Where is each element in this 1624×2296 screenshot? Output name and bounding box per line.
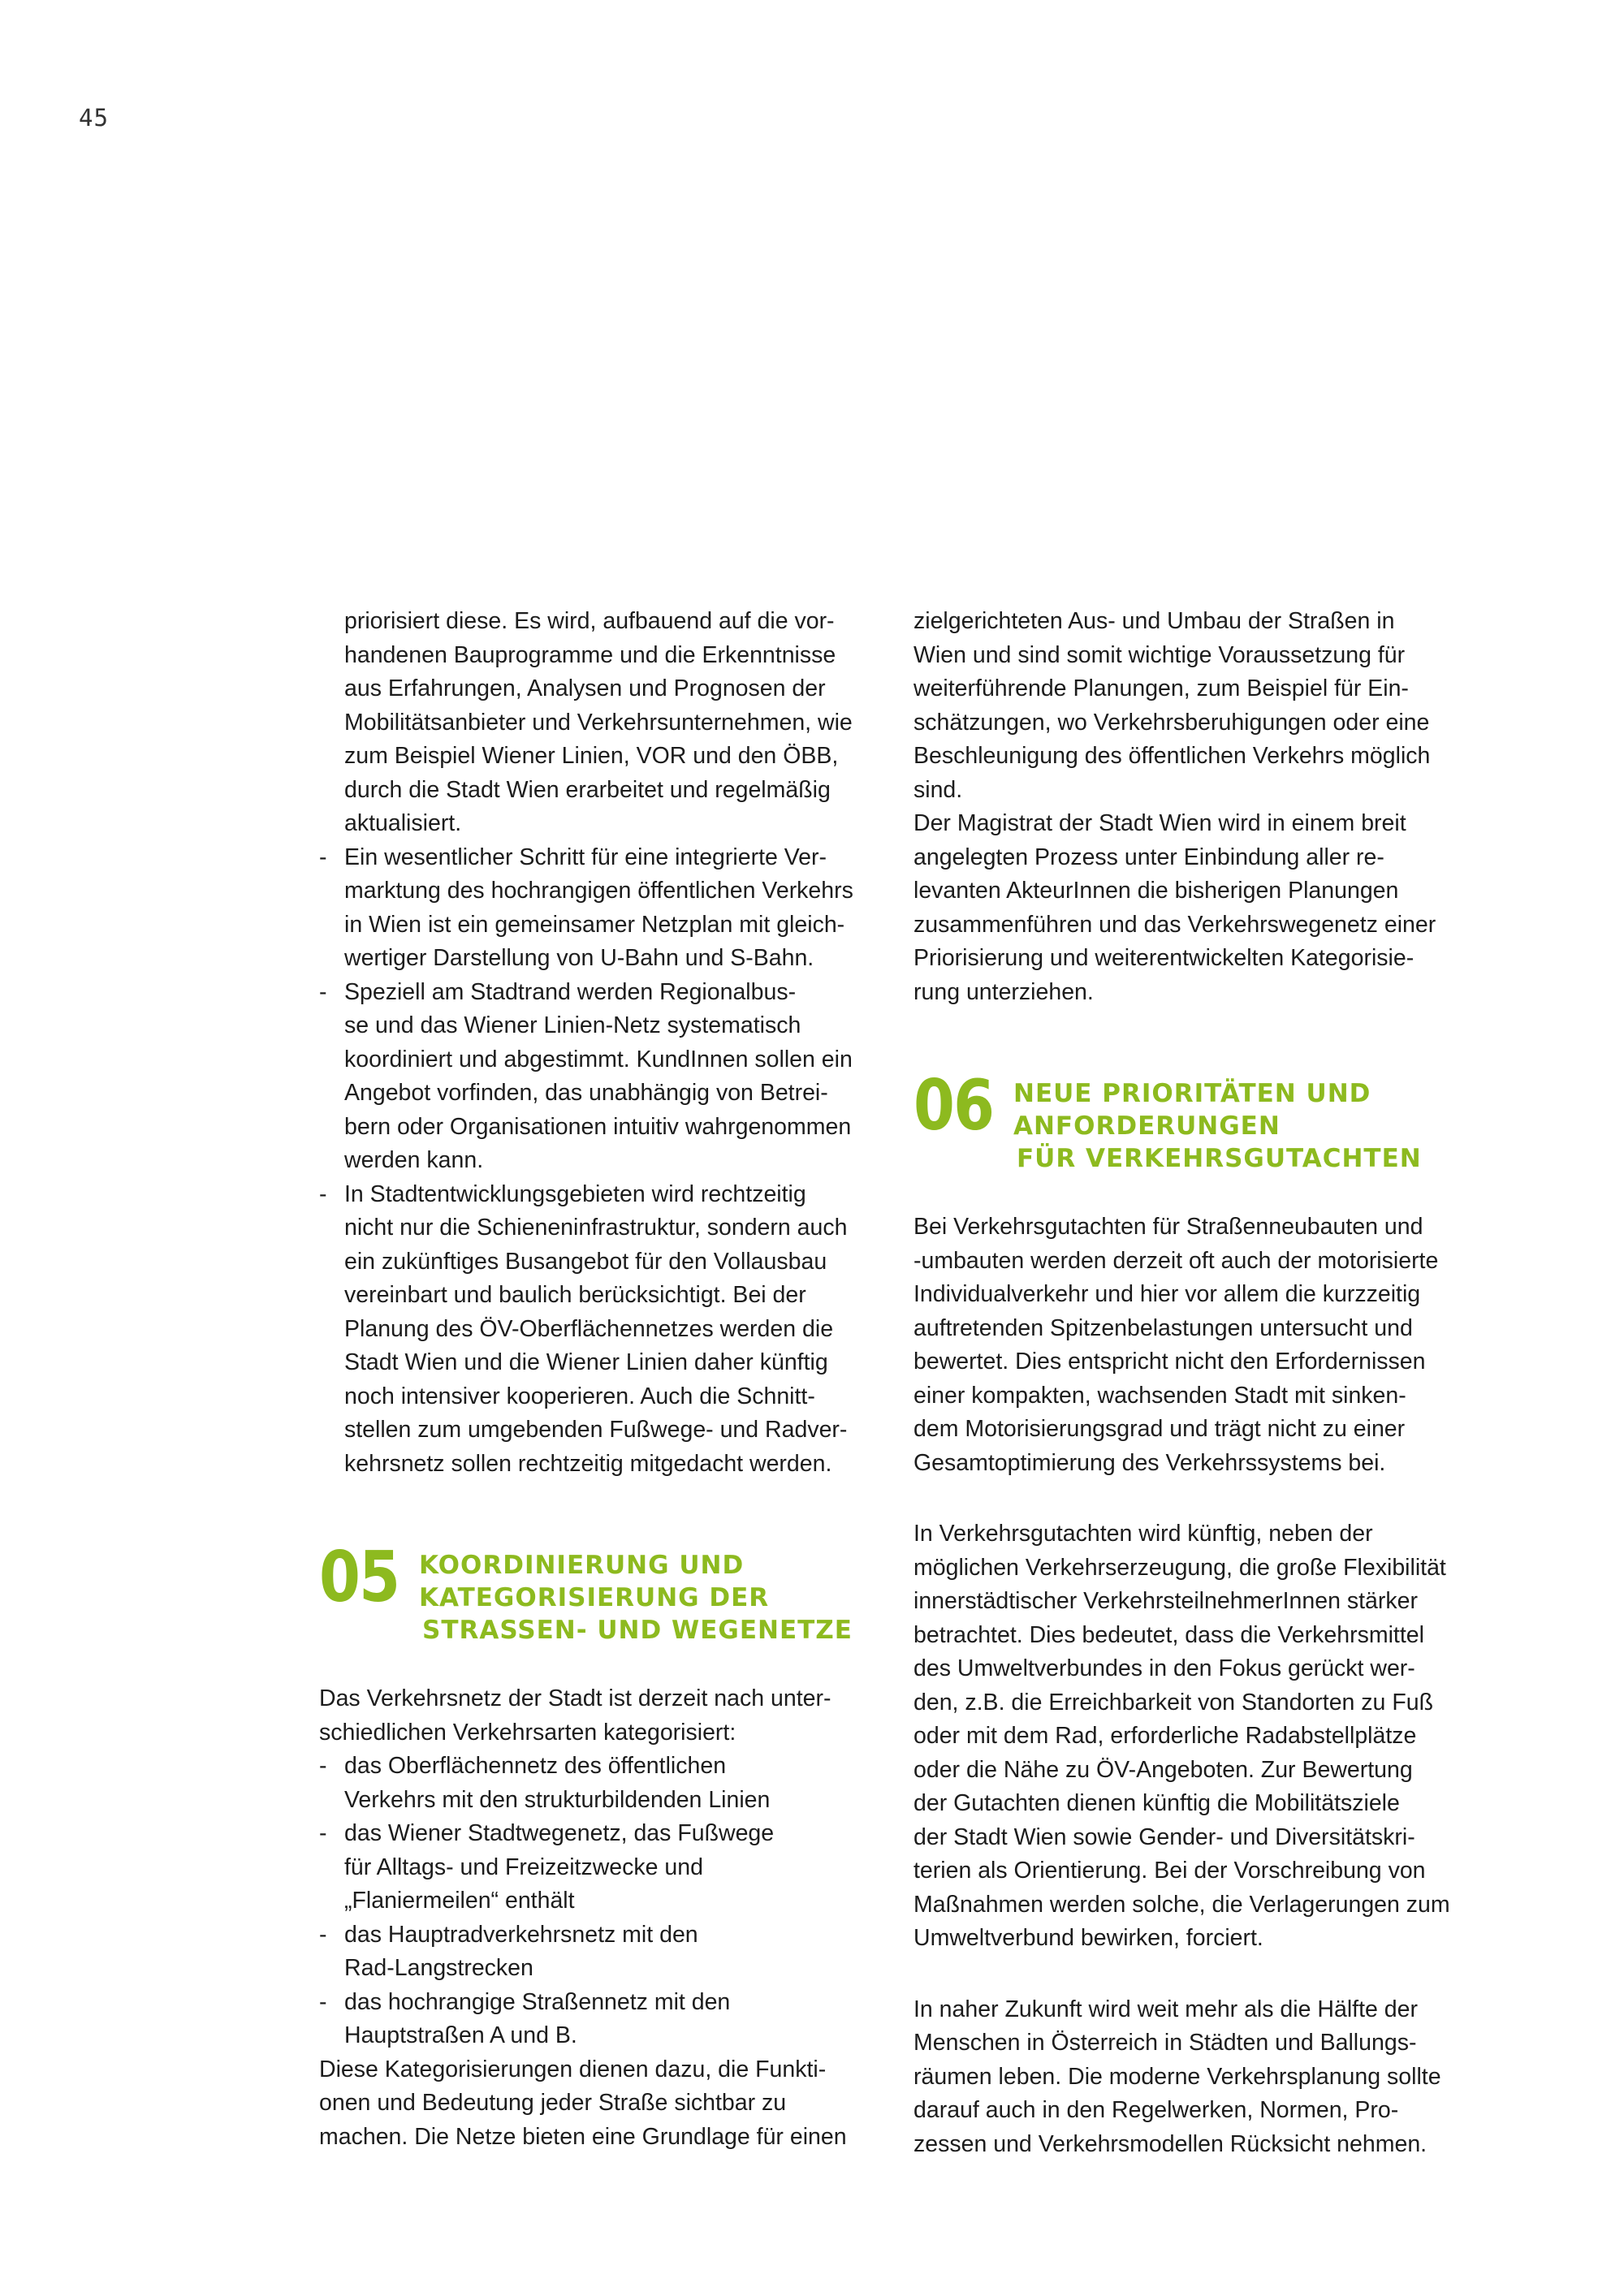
text-line: ein zukünftiges Busangebot für den Vollausbau: [344, 1248, 827, 1275]
text-line: bewertet. Dies entspricht nicht den Erfordernissen: [914, 1349, 1426, 1375]
list-item: [319, 1178, 888, 1482]
section-number-06: 06: [914, 1065, 994, 1146]
text-line: handenen Bauprogramme und die Erkenntnisse: [344, 641, 836, 668]
text-line: Gesamtoptimierung des Verkehrssystems bei.: [914, 1449, 1386, 1476]
text-line: schätzungen, wo Verkehrsberuhigungen oder eine: [914, 709, 1430, 736]
text-line: stellen zum umgebenden Fußwege- und Radver-: [344, 1417, 848, 1443]
text-line: In Verkehrsgutachten wird künftig, neben der: [914, 1521, 1373, 1547]
list-item: [319, 1817, 888, 1918]
text-line: das Oberflächennetz des öffentlichen: [344, 1753, 727, 1779]
text-line: zessen und Verkehrsmodellen Rücksicht nehmen.: [914, 2130, 1427, 2157]
text-line: Stadt Wien und die Wiener Linien daher künftig: [344, 1349, 828, 1375]
section-title-line: STRASSEN- UND WEGENETZE: [422, 1616, 853, 1645]
text-line: Individualverkehr und hier vor allem die kurzzeitig: [914, 1281, 1421, 1307]
page-number: 45: [79, 104, 109, 132]
text-line: koordiniert und abgestimmt. KundInnen sollen ein: [344, 1046, 853, 1072]
list-item: [319, 841, 888, 976]
text-line: des Umweltverbundes in den Fokus gerückt wer-: [914, 1655, 1415, 1681]
section-title-05: [419, 1546, 853, 1646]
bullet-list-networks: [319, 1750, 888, 2053]
list-item: [319, 976, 888, 1178]
section-06-paragraph-3: [914, 1993, 1482, 2162]
text-line: machen. Die Netze bieten eine Grundlage für einen: [319, 2123, 847, 2150]
text-line: In naher Zukunft wird weit mehr als die Hälfte der: [914, 1996, 1418, 2022]
text-line: Bei Verkehrsgutachten für Straßenneubauten und: [914, 1214, 1423, 1240]
text-line: zielgerichteten Aus- und Umbau der Straßen in: [914, 608, 1395, 634]
bullet-list-measures: [319, 841, 888, 1482]
text-line: den, z.B. die Erreichbarkeit von Standorten zu Fuß: [914, 1689, 1433, 1716]
list-item: [319, 1918, 888, 1986]
text-line: nicht nur die Schieneninfrastruktur, sondern auch: [344, 1215, 848, 1241]
text-line: zusammenführen und das Verkehrswegenetz einer: [914, 911, 1436, 938]
text-line: In Stadtentwicklungsgebieten wird rechtzeitig: [344, 1180, 806, 1207]
text-line: Angebot vorfinden, das unabhängig von Betrei-: [344, 1080, 828, 1106]
text-line: schiedlichen Verkehrsarten kategorisiert:: [319, 1719, 736, 1746]
section-05-intro: [319, 1682, 888, 1750]
text-line: sind.: [914, 776, 963, 803]
intro-paragraph: [319, 605, 888, 841]
text-line: oder die Nähe zu ÖV-Angeboten. Zur Bewertung: [914, 1756, 1413, 1783]
text-line: das Wiener Stadtwegenetz, das Fußwege: [344, 1820, 775, 1846]
text-line: vereinbart und baulich berücksichtigt. Bei der: [344, 1282, 806, 1308]
text-line: levanten AkteurInnen die bisherigen Planungen: [914, 878, 1399, 904]
text-line: Wien und sind somit wichtige Voraussetzung für: [914, 641, 1406, 668]
section-title-line: ANFORDERUNGEN: [1013, 1111, 1281, 1141]
text-line: Planung des ÖV-Oberflächennetzes werden die: [344, 1315, 834, 1342]
section-title-line: FÜR VERKEHRSGUTACHTEN: [1017, 1144, 1422, 1173]
text-line: aus Erfahrungen, Analysen und Prognosen der: [344, 675, 826, 701]
section-06-paragraph-1: [914, 1211, 1482, 1480]
text-line: Diese Kategorisierungen dienen dazu, die Funkti-: [319, 2056, 827, 2082]
text-line: kehrsnetz sollen rechtzeitig mitgedacht werden.: [344, 1450, 832, 1477]
text-line: Umweltverbund bewirken, forciert.: [914, 1925, 1263, 1951]
text-line: darauf auch in den Regelwerken, Normen, Pro-: [914, 2097, 1399, 2123]
list-item: [319, 1986, 888, 2053]
text-line: priorisiert diese. Es wird, aufbauend auf die vor-: [344, 608, 835, 634]
text-line: Rad-Langstrecken: [344, 1955, 533, 1981]
text-line: terien als Orientierung. Bei der Vorschreibung von: [914, 1858, 1426, 1884]
text-line: rung unterziehen.: [914, 978, 1094, 1005]
text-line: angelegten Prozess unter Einbindung aller re-: [914, 844, 1384, 870]
text-line: weiterführende Planungen, zum Beispiel für Ein-: [914, 675, 1409, 701]
text-line: „Flaniermeilen“ enthält: [344, 1888, 575, 1914]
text-line: Maßnahmen werden solche, die Verlagerungen zum: [914, 1891, 1450, 1918]
section-title-line: KOORDINIERUNG UND: [419, 1551, 745, 1580]
text-line: auftretenden Spitzenbelastungen untersucht und: [914, 1314, 1413, 1341]
text-line: Das Verkehrsnetz der Stadt ist derzeit nach unter-: [319, 1685, 831, 1711]
text-line: der Stadt Wien sowie Gender- und Diversitätskri-: [914, 1823, 1415, 1850]
text-line: innerstädtischer VerkehrsteilnehmerInnen stärker: [914, 1588, 1418, 1614]
section-title-line: NEUE PRIORITÄTEN UND: [1013, 1079, 1371, 1108]
text-line: noch intensiver kooperieren. Auch die Schnitt-: [344, 1383, 815, 1409]
text-line: für Alltags- und Freizeitzwecke und: [344, 1854, 703, 1880]
section-title-06: [1013, 1074, 1422, 1175]
text-line: Beschleunigung des öffentlichen Verkehrs möglich: [914, 743, 1431, 769]
text-line: onen und Bedeutung jeder Straße sichtbar zu: [319, 2090, 787, 2116]
text-line: möglichen Verkehrserzeugung, die große Flexibilität: [914, 1554, 1446, 1581]
section-number-05: 05: [319, 1537, 400, 1618]
right-paragraph-1: [914, 605, 1482, 807]
right-column: [914, 605, 1482, 2161]
text-line: zum Beispiel Wiener Linien, VOR und den ÖBB,: [344, 743, 839, 769]
text-line: se und das Wiener Linien-Netz systematisch: [344, 1012, 801, 1038]
text-line: bern oder Organisationen intuitiv wahrgenommen: [344, 1113, 852, 1140]
text-line: Der Magistrat der Stadt Wien wird in einem breit: [914, 810, 1406, 836]
text-line: marktung des hochrangigen öffentlichen Verkehrs: [344, 878, 853, 904]
section-05-outro: [319, 2053, 888, 2155]
text-line: Hauptstraßen A und B.: [344, 2022, 577, 2048]
text-line: in Wien ist ein gemeinsamer Netzplan mit gleich-: [344, 911, 845, 938]
section-06-heading: [914, 1065, 1482, 1175]
text-line: werden kann.: [344, 1147, 484, 1173]
text-line: das hochrangige Straßennetz mit den: [344, 1988, 731, 2015]
list-item: [319, 1750, 888, 1817]
text-line: räumen leben. Die moderne Verkehrsplanung sollte: [914, 2063, 1441, 2090]
text-line: aktualisiert.: [344, 810, 462, 836]
text-line: -umbauten werden derzeit oft auch der motorisierte: [914, 1247, 1439, 1274]
text-line: wertiger Darstellung von U-Bahn und S-Bahn.: [344, 945, 814, 971]
text-line: dem Motorisierungsgrad und trägt nicht zu einer: [914, 1416, 1406, 1442]
text-line: Verkehrs mit den strukturbildenden Linien: [344, 1786, 771, 1813]
text-line: Priorisierung und weiterentwickelten Kategorisie-: [914, 945, 1415, 971]
right-paragraph-2: [914, 807, 1482, 1009]
text-line: Menschen in Österreich in Städten und Ballungs-: [914, 2030, 1417, 2056]
text-line: betrachtet. Dies bedeutet, dass die Verkehrsmittel: [914, 1621, 1424, 1648]
text-line: durch die Stadt Wien erarbeitet und regelmäßig: [344, 776, 831, 803]
section-title-line: KATEGORISIERUNG DER: [419, 1583, 770, 1612]
text-line: Ein wesentlicher Schritt für eine integrierte Ver-: [344, 844, 827, 870]
text-line: oder mit dem Rad, erforderliche Radabstellplätze: [914, 1723, 1417, 1749]
section-05-heading: [319, 1537, 888, 1646]
left-column: [319, 605, 888, 2154]
text-line: Mobilitätsanbieter und Verkehrsunternehmen, wie: [344, 709, 853, 736]
text-line: Speziell am Stadtrand werden Regionalbus-: [344, 978, 797, 1005]
section-06-paragraph-2: [914, 1517, 1482, 1956]
text-line: einer kompakten, wachsenden Stadt mit sinken-: [914, 1382, 1406, 1409]
text-line: das Hauptradverkehrsnetz mit den: [344, 1921, 698, 1948]
text-line: der Gutachten dienen künftig die Mobilitätsziele: [914, 1790, 1400, 1816]
